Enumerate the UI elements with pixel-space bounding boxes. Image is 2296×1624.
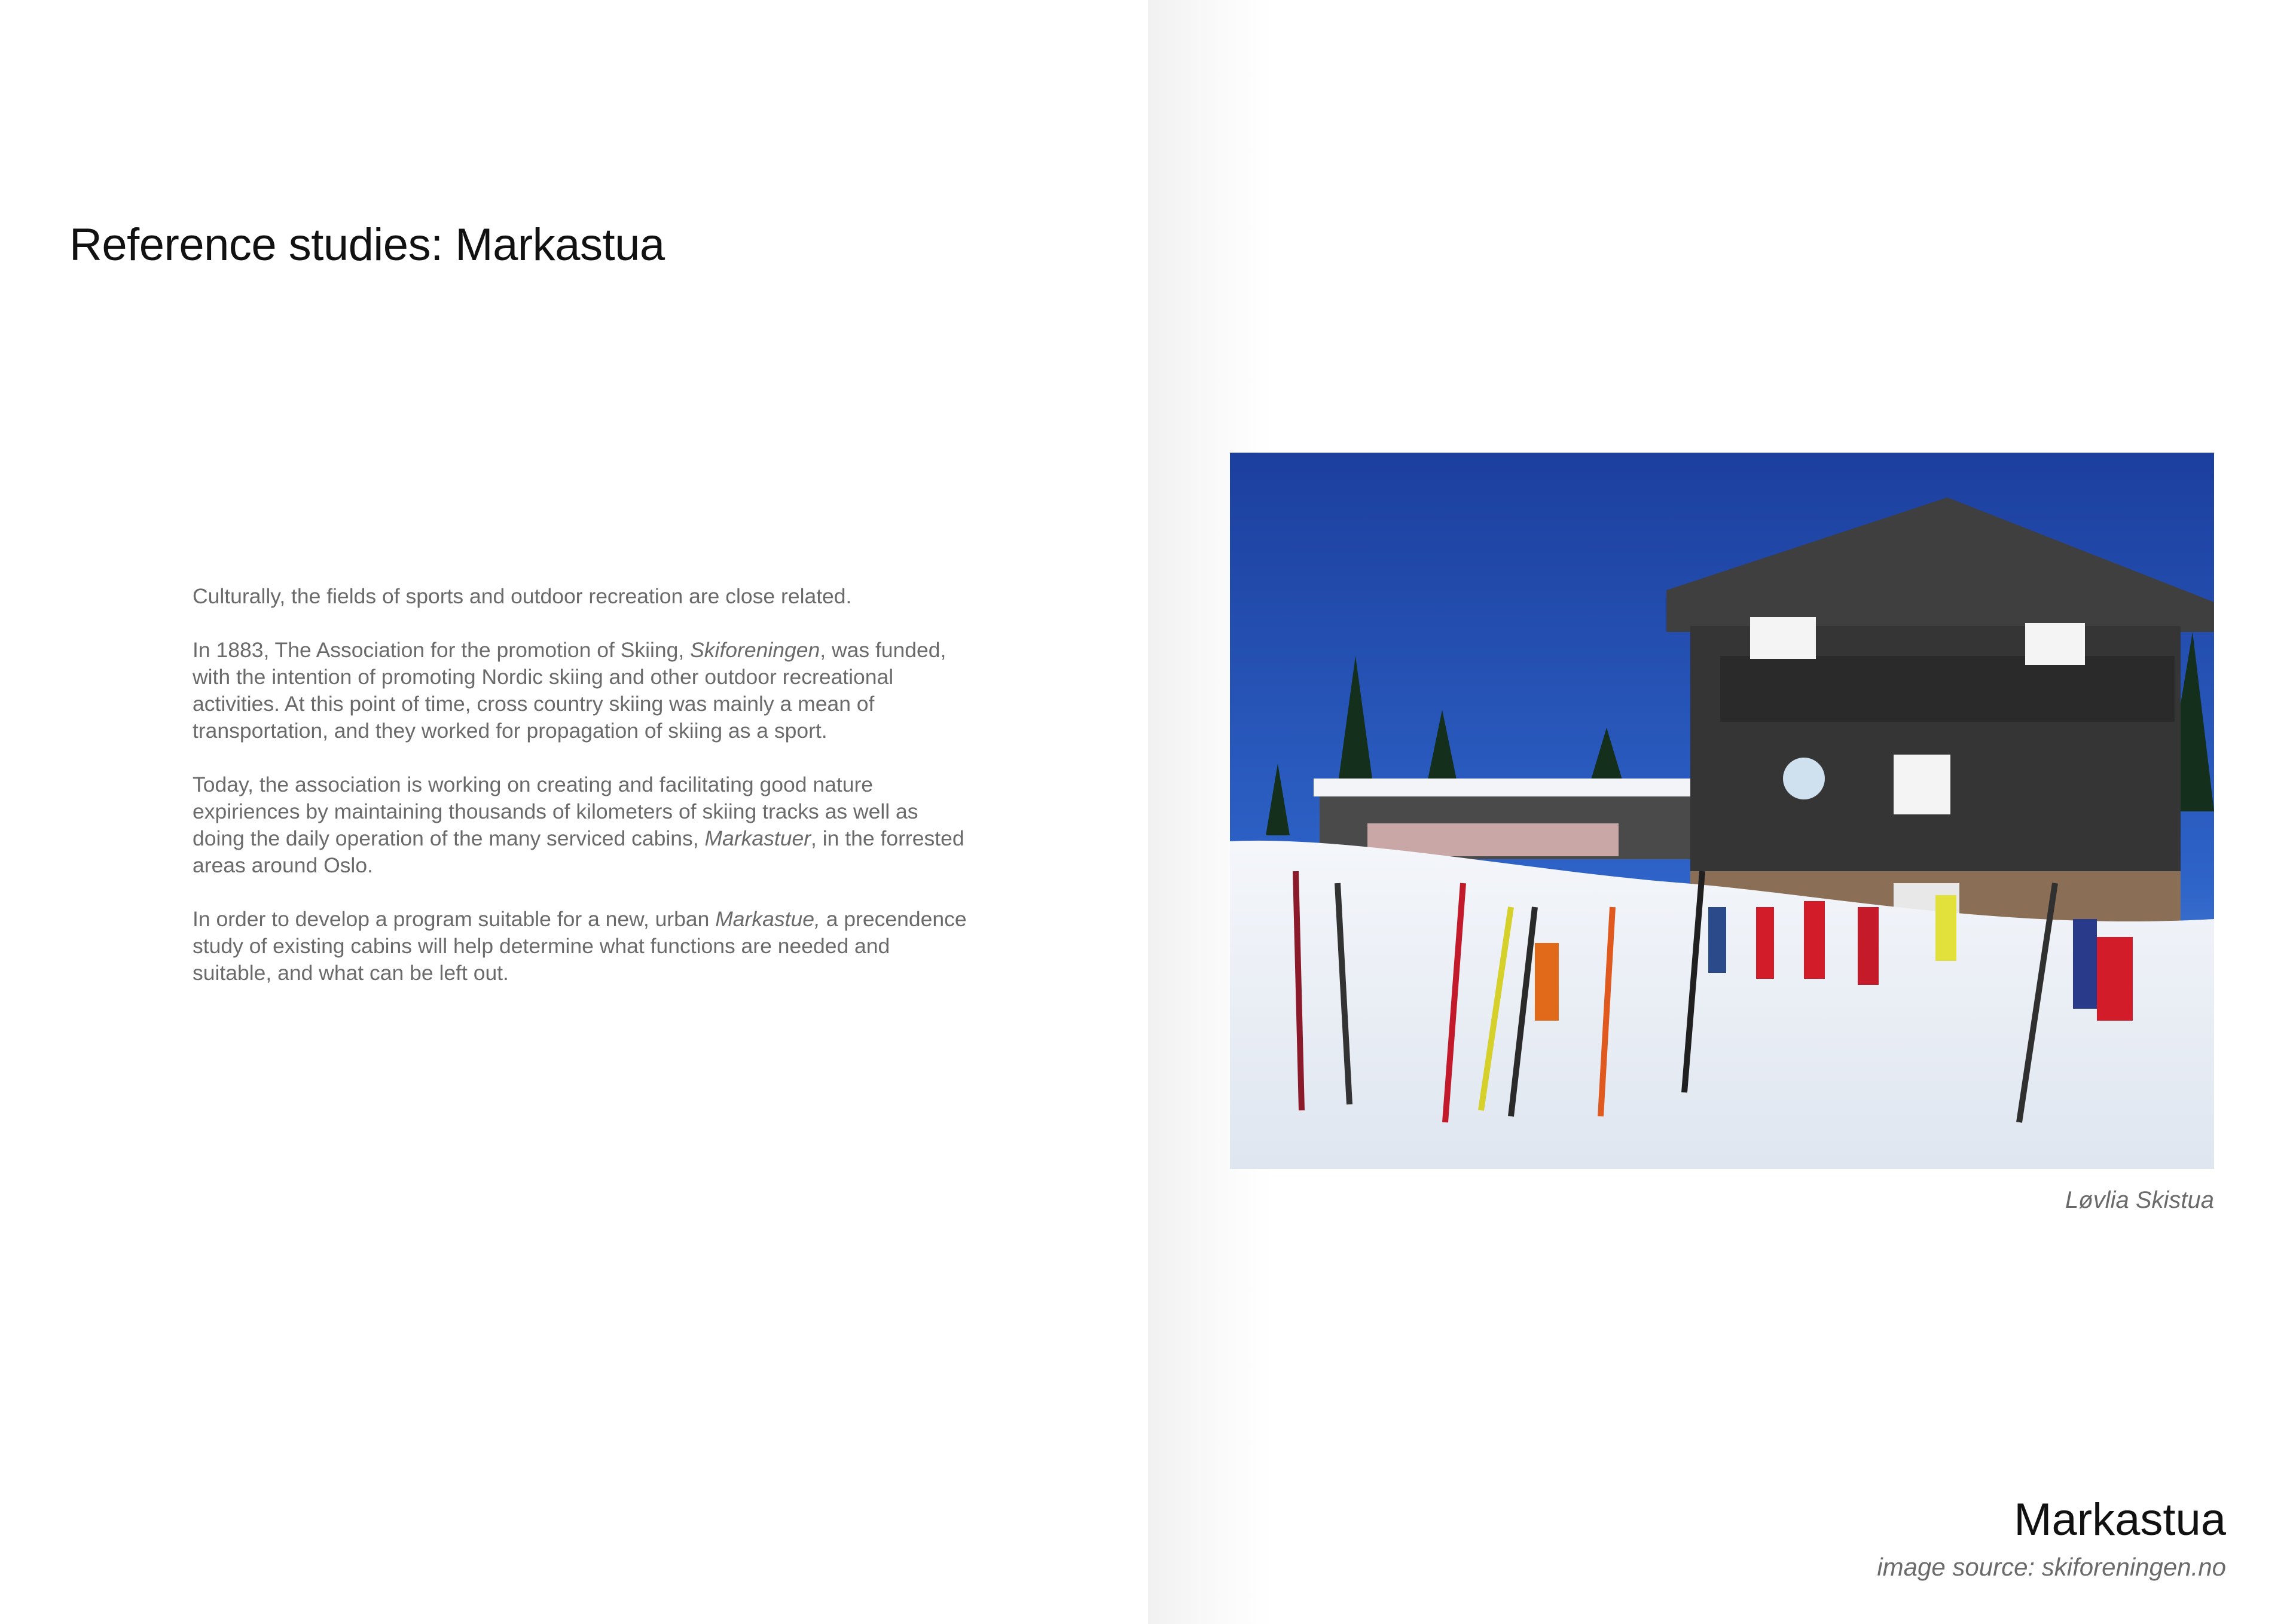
text-segment: , was funded, with the intention of promoting Nordic skiing and other outdoor recreational activities. At this point of time, cross country skiing was mainly a mean of transportation, and they worked for propagation of skiing as a sport. [193, 638, 947, 743]
body-paragraph [193, 583, 970, 610]
body-text [193, 583, 970, 1014]
photo-illustration [1230, 453, 2214, 1169]
italic-term: Markastue, [715, 907, 820, 931]
text-segment: Today, the association is working on creating and facilitating good nature expiriences by maintaining thousands of kilometers of skiing tracks as well as doing the daily operation of the many serviced cabins, [193, 773, 918, 850]
italic-term: Markastuer [704, 826, 811, 850]
photo-lovlia-skistua [1230, 453, 2214, 1169]
italic-term: Skiforeningen [690, 638, 820, 662]
text-segment: a precendence study of existing cabins will help determine what functions are needed and suitable, and what can be left out. [193, 907, 967, 985]
body-paragraph [193, 637, 970, 744]
text-segment: In 1883, The Association for the promotion of Skiing, [193, 638, 691, 662]
image-source-credit: image source: skiforeningen.no [1877, 1553, 2226, 1581]
text-segment: In order to develop a program suitable for a new, urban [193, 907, 716, 931]
text-segment: Culturally, the fields of sports and outdoor recreation are close related. [193, 584, 852, 608]
body-paragraph [193, 771, 970, 879]
page-title: Reference studies: Markastua [69, 219, 665, 270]
text-segment: , in the forrested areas around Oslo. [193, 826, 964, 877]
section-title: Markastua [2014, 1494, 2226, 1545]
photo-caption: Løvlia Skistua [2065, 1187, 2214, 1213]
body-paragraph [193, 906, 970, 987]
